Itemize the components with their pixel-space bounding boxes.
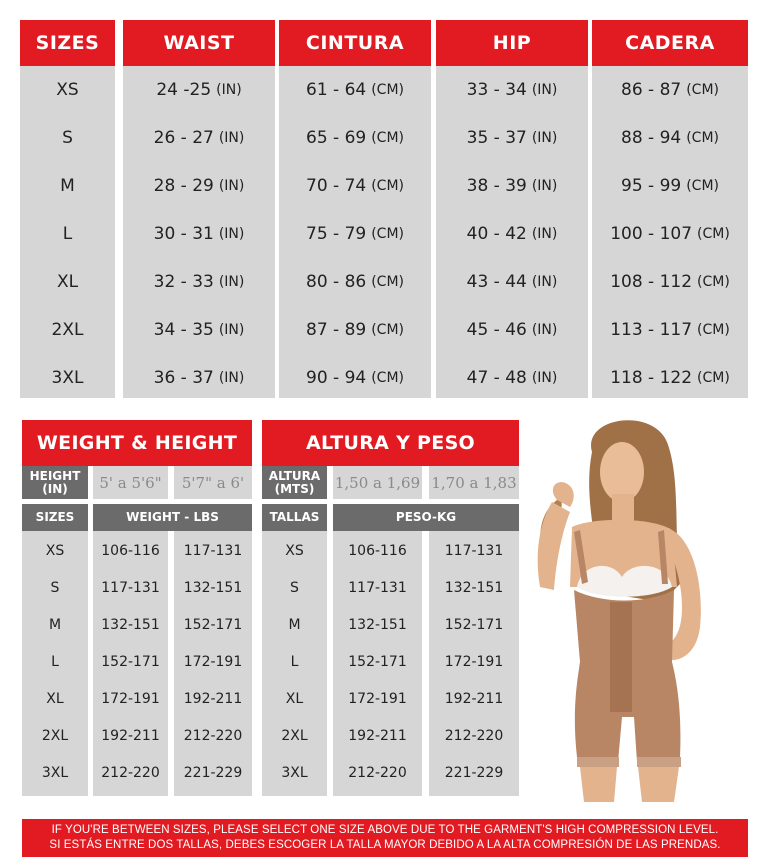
size-chart-cell [123, 162, 275, 210]
weight-cell: 212-220 [101, 764, 160, 781]
size-chart-cell [279, 114, 431, 162]
cell-value: 24 -25 [156, 80, 212, 100]
size-chart-cell [592, 210, 748, 258]
weight-cell: 132-151 [183, 579, 243, 596]
peso-label: PESO-KG [333, 504, 519, 531]
weight-cell: 172-191 [101, 690, 160, 707]
cell-value: 113 - 117 [610, 320, 693, 340]
cell-value: XS [56, 80, 79, 100]
size-chart-body [123, 66, 275, 398]
weight-cell: 192-211 [183, 690, 243, 707]
size-cell: 2XL [41, 727, 69, 744]
cell-value: 65 - 69 [306, 128, 367, 148]
size-chart-cell [592, 66, 748, 114]
size-chart-cell [436, 354, 588, 402]
weight-cell: 192-211 [444, 690, 504, 707]
size-chart-cell [20, 258, 115, 306]
weight-cell: 132-151 [348, 616, 407, 633]
size-cell: 3XL [41, 764, 69, 781]
size-chart-cell [436, 114, 588, 162]
size-chart-cell [592, 114, 748, 162]
cell-unit: (IN) [531, 370, 558, 386]
cell-unit: (IN) [218, 178, 245, 194]
cell-value: 38 - 39 [466, 176, 527, 196]
weight-label: WEIGHT - LBS [93, 504, 252, 531]
cell-unit: (CM) [371, 322, 404, 338]
size-cell: XL [46, 690, 64, 707]
size-chart-body [20, 66, 115, 398]
height-range-b: 5'7" a 6' [174, 466, 252, 499]
cell-value: 35 - 37 [466, 128, 527, 148]
size-chart-header: CADERA [592, 20, 748, 66]
height-label: HEIGHT (IN) [22, 466, 88, 499]
cell-unit: (CM) [371, 370, 404, 386]
altura-label: ALTURA (MTS) [262, 466, 327, 499]
size-chart-cell [279, 210, 431, 258]
size-cell: L [290, 653, 299, 670]
cell-unit: (CM) [686, 82, 719, 98]
cell-value: 40 - 42 [466, 224, 527, 244]
weight-cell: 212-220 [444, 727, 504, 744]
weight-cell: 221-229 [183, 764, 243, 781]
cell-value: 30 - 31 [153, 224, 214, 244]
size-cell: 3XL [281, 764, 308, 781]
cell-value: 36 - 37 [153, 368, 214, 388]
cell-value: 100 - 107 [610, 224, 693, 244]
cell-unit: (CM) [371, 82, 404, 98]
cell-value: 43 - 44 [466, 272, 527, 292]
size-chart-cell [123, 258, 275, 306]
weight-cell: 117-131 [348, 579, 407, 596]
cell-value: 3XL [51, 368, 84, 388]
weight-cell: 152-171 [183, 616, 243, 633]
cell-unit: (CM) [686, 130, 719, 146]
cell-value: 45 - 46 [466, 320, 527, 340]
altura-peso-table [262, 420, 519, 796]
size-chart-cell [592, 306, 748, 354]
cell-value: 90 - 94 [306, 368, 367, 388]
height-range-a: 5' a 5'6" [93, 466, 168, 499]
size-chart-cell [436, 162, 588, 210]
cell-value: 95 - 99 [621, 176, 682, 196]
cell-value: XL [56, 272, 79, 292]
weight-cell: 117-131 [183, 542, 243, 559]
sizing-note-banner [22, 819, 748, 857]
weight-cell: 221-229 [444, 764, 504, 781]
cell-unit: (CM) [371, 130, 404, 146]
tallas-label: TALLAS [262, 504, 327, 531]
cell-value: 47 - 48 [466, 368, 527, 388]
size-chart-column [20, 20, 115, 398]
cell-unit: (IN) [218, 130, 245, 146]
weight-cell: 172-191 [444, 653, 504, 670]
size-chart-cell [436, 210, 588, 258]
size-chart-cell [592, 258, 748, 306]
size-chart-cell [436, 306, 588, 354]
size-chart-body [279, 66, 431, 398]
cell-unit: (CM) [697, 322, 730, 338]
weight-cell: 212-220 [183, 727, 243, 744]
cell-unit: (IN) [531, 178, 558, 194]
weight-cell: 152-171 [348, 653, 407, 670]
cell-value: 33 - 34 [466, 80, 527, 100]
cell-unit: (IN) [531, 226, 558, 242]
weight-cell: 152-171 [444, 616, 504, 633]
size-chart-cell [20, 210, 115, 258]
size-chart-header: WAIST [123, 20, 275, 66]
size-chart-cell [436, 66, 588, 114]
size-chart-cell [592, 354, 748, 402]
cell-unit: (CM) [697, 226, 730, 242]
weight-height-title: WEIGHT & HEIGHT [22, 420, 252, 466]
cell-unit: (IN) [218, 370, 245, 386]
size-chart-body [592, 66, 748, 398]
size-chart-body [436, 66, 588, 398]
weight-cell: 117-131 [101, 579, 160, 596]
cell-unit: (CM) [686, 178, 719, 194]
size-chart-cell [592, 162, 748, 210]
weight-cell: 212-220 [348, 764, 407, 781]
size-chart-cell [20, 114, 115, 162]
size-chart-column [436, 20, 588, 398]
size-cell: XS [45, 542, 65, 559]
size-chart-header: SIZES [20, 20, 115, 66]
cell-unit: (IN) [218, 322, 245, 338]
cell-value: 80 - 86 [306, 272, 367, 292]
cell-unit: (IN) [531, 322, 558, 338]
cell-unit: (CM) [697, 274, 730, 290]
size-chart-cell [123, 114, 275, 162]
size-chart-cell [20, 354, 115, 402]
size-chart-column [592, 20, 748, 398]
cell-unit: (CM) [697, 370, 730, 386]
size-chart-header: HIP [436, 20, 588, 66]
size-chart-column [279, 20, 431, 398]
size-chart-cell [279, 306, 431, 354]
sizes-label: SIZES [22, 504, 88, 531]
cell-value: 88 - 94 [621, 128, 682, 148]
size-chart-cell [123, 210, 275, 258]
size-chart-cell [279, 354, 431, 402]
cell-unit: (IN) [531, 274, 558, 290]
cell-unit: (IN) [218, 226, 245, 242]
size-chart-cell [123, 306, 275, 354]
cell-unit: (IN) [531, 82, 558, 98]
cell-unit: (IN) [531, 130, 558, 146]
size-chart-header: CINTURA [279, 20, 431, 66]
size-chart-cell [279, 66, 431, 114]
size-cell: M [288, 616, 301, 633]
size-chart-column [123, 20, 275, 398]
cell-value: M [60, 176, 75, 196]
cell-value: 2XL [51, 320, 84, 340]
altura-range-b: 1,70 a 1,83 [429, 466, 519, 499]
altura-peso-title: ALTURA Y PESO [262, 420, 519, 466]
size-chart-cell [279, 162, 431, 210]
cell-value: 70 - 74 [306, 176, 367, 196]
size-cell: XL [285, 690, 304, 707]
size-cell: 2XL [281, 727, 308, 744]
cell-value: 75 - 79 [306, 224, 367, 244]
size-chart-cell [123, 66, 275, 114]
cell-unit: (CM) [371, 226, 404, 242]
model-photo [522, 412, 768, 802]
cell-value: 61 - 64 [306, 80, 367, 100]
size-chart-cell [20, 162, 115, 210]
altura-range-a: 1,50 a 1,69 [333, 466, 422, 499]
cell-unit: (CM) [371, 178, 404, 194]
weight-cell: 192-211 [101, 727, 160, 744]
size-chart-cell [123, 354, 275, 402]
sizing-note-en: IF YOU'RE BETWEEN SIZES, PLEASE SELECT ONE SIZE ABOVE DUE TO THE GARMENT'S HIGH COMPRESSION LEVEL. [51, 824, 719, 836]
cell-value: 118 - 122 [610, 368, 693, 388]
weight-cell: 172-191 [348, 690, 407, 707]
weight-cell: 132-151 [444, 579, 504, 596]
size-chart-cell [20, 306, 115, 354]
cell-value: 108 - 112 [610, 272, 693, 292]
size-cell: S [50, 579, 60, 596]
cell-unit: (IN) [216, 82, 242, 98]
size-chart-cell [279, 258, 431, 306]
size-cell: S [290, 579, 299, 596]
weight-cell: 192-211 [348, 727, 407, 744]
cell-value: 34 - 35 [153, 320, 214, 340]
cell-value: 28 - 29 [153, 176, 214, 196]
cell-unit: (IN) [218, 274, 245, 290]
weight-cell: 117-131 [444, 542, 504, 559]
cell-unit: (CM) [371, 274, 404, 290]
weight-cell: 106-116 [101, 542, 160, 559]
cell-value: 26 - 27 [153, 128, 214, 148]
weight-cell: 132-151 [101, 616, 160, 633]
size-chart-cell [20, 66, 115, 114]
weight-cell: 106-116 [348, 542, 407, 559]
cell-value: S [62, 128, 73, 148]
size-cell: L [51, 653, 59, 670]
cell-value: 32 - 33 [153, 272, 214, 292]
cell-value: L [62, 224, 73, 244]
weight-cell: 172-191 [183, 653, 243, 670]
weight-height-table [22, 420, 252, 796]
sizing-note-es: SI ESTÁS ENTRE DOS TALLAS, DEBES ESCOGER LA TALLA MAYOR DEBIDO A LA ALTA COMPRESIÓN DE LAS PRENDAS. [49, 839, 721, 851]
cell-value: 87 - 89 [306, 320, 367, 340]
weight-cell: 152-171 [101, 653, 160, 670]
size-cell: XS [285, 542, 304, 559]
size-cell: M [48, 616, 62, 633]
size-chart-cell [436, 258, 588, 306]
cell-value: 86 - 87 [621, 80, 682, 100]
